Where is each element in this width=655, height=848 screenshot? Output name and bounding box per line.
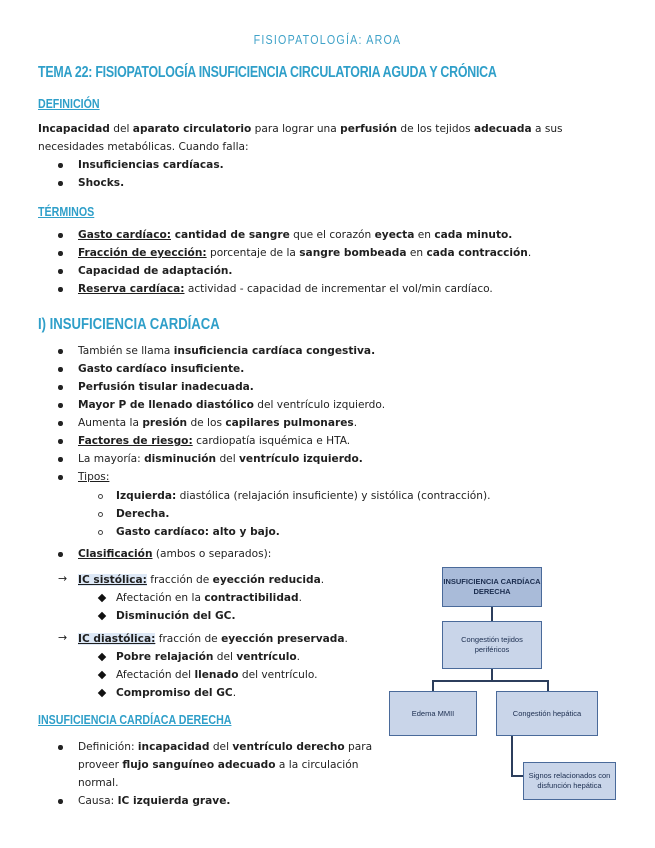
diagram-node-right: Congestión hepática	[496, 691, 598, 736]
flow-diagram	[380, 560, 650, 810]
bullet-icon	[58, 163, 63, 168]
diamond-bullet-icon	[98, 594, 106, 602]
page-title: TEMA 22: FISIOPATOLOGÍA INSUFICIENCIA CIRCULATORIA AGUDA Y CRÓNICA	[38, 64, 497, 81]
definicion-line-1: Incapacidad del aparato circulatorio para lograr una perfusión de los tejidos adecuada a sus	[38, 123, 563, 135]
list-item: Gasto cardíaco insuficiente.	[78, 360, 244, 378]
page-header: FISIOPATOLOGÍA: AROA	[253, 32, 402, 47]
diagram-node-top: INSUFICIENCIA CARDÍACA DERECHA	[442, 567, 542, 607]
diagram-node-bottom: Signos relacionados con disfunción hepática	[523, 762, 616, 800]
bullet-icon	[58, 745, 63, 750]
list-item: Fracción de eyección: porcentaje de la sangre bombeada en cada contracción.	[78, 244, 531, 262]
list-item: Shocks.	[78, 174, 124, 192]
bullet-icon	[58, 269, 63, 274]
sub-list-item: Izquierda: diastólica (relajación insuficiente) y sistólica (contracción).	[116, 487, 490, 505]
diagram-node-left: Edema MMII	[389, 691, 477, 736]
bullet-icon	[58, 552, 63, 557]
list-item: Definición: incapacidad del ventrículo derecho para	[78, 738, 372, 756]
list-item: Tipos:	[78, 468, 109, 486]
definicion-line-2: necesidades metabólicas. Cuando falla:	[38, 141, 249, 153]
list-item: Gasto cardíaco: cantidad de sangre que el corazón eyecta en cada minuto.	[78, 226, 512, 244]
connector	[491, 607, 493, 621]
list-item: También se llama insuficiencia cardíaca congestiva.	[78, 342, 375, 360]
bullet-icon	[58, 799, 63, 804]
bullet-icon	[58, 475, 63, 480]
list-item: Insuficiencias cardíacas.	[78, 156, 224, 174]
list-item-continuation: proveer flujo sanguíneo adecuado a la circulación	[78, 759, 359, 771]
bullet-icon	[58, 349, 63, 354]
circle-bullet-icon	[98, 530, 103, 535]
bullet-icon	[58, 287, 63, 292]
bullet-icon	[58, 421, 63, 426]
sub-list-item: Compromiso del GC.	[116, 684, 236, 702]
section-heading-terminos: TÉRMINOS	[38, 204, 95, 219]
section-heading-ic: I) INSUFICIENCIA CARDÍACA	[38, 316, 220, 333]
bullet-icon	[58, 403, 63, 408]
diamond-bullet-icon	[98, 612, 106, 620]
bullet-icon	[58, 251, 63, 256]
diamond-bullet-icon	[98, 653, 106, 661]
connector	[511, 736, 513, 776]
list-item: → IC sistólica: fracción de eyección reducida.	[58, 572, 325, 586]
sub-list-item: Disminución del GC.	[116, 607, 236, 625]
bullet-icon	[58, 385, 63, 390]
connector	[432, 680, 548, 682]
list-item: Mayor P de llenado diastólico del ventrículo izquierdo.	[78, 396, 385, 414]
diagram-node-mid: Congestión tejidos periféricos	[442, 621, 542, 669]
list-item: → IC diastólica: fracción de eyección preservada.	[58, 631, 348, 645]
bullet-icon	[58, 439, 63, 444]
list-item: Capacidad de adaptación.	[78, 262, 232, 280]
arrow-right-icon: →	[58, 631, 68, 644]
bullet-icon	[58, 367, 63, 372]
arrow-right-icon: →	[58, 572, 68, 585]
section-heading-definicion: DEFINICIÓN	[38, 96, 100, 111]
list-item: Reserva cardíaca: actividad - capacidad de incrementar el vol/min cardíaco.	[78, 280, 493, 298]
bullet-icon	[58, 233, 63, 238]
circle-bullet-icon	[98, 494, 103, 499]
diamond-bullet-icon	[98, 671, 106, 679]
bullet-icon	[58, 181, 63, 186]
bullet-icon	[58, 457, 63, 462]
sub-list-item: Gasto cardíaco: alto y bajo.	[116, 523, 280, 541]
section-heading-icd: INSUFICIENCIA CARDÍACA DERECHA	[38, 712, 232, 727]
list-item: Factores de riesgo: cardiopatía isquémica e HTA.	[78, 432, 350, 450]
list-item: Clasificación (ambos o separados):	[78, 545, 271, 563]
list-item: La mayoría: disminución del ventrículo izquierdo.	[78, 450, 363, 468]
list-item: Perfusión tisular inadecuada.	[78, 378, 254, 396]
sub-list-item: Afectación en la contractibilidad.	[116, 589, 302, 607]
diamond-bullet-icon	[98, 689, 106, 697]
sub-list-item: Afectación del llenado del ventrículo.	[116, 666, 318, 684]
sub-list-item: Derecha.	[116, 505, 169, 523]
circle-bullet-icon	[98, 512, 103, 517]
list-item: Aumenta la presión de los capilares pulmonares.	[78, 414, 357, 432]
list-item: Causa: IC izquierda grave.	[78, 792, 230, 810]
sub-list-item: Pobre relajación del ventrículo.	[116, 648, 300, 666]
list-item-continuation: normal.	[78, 777, 119, 789]
